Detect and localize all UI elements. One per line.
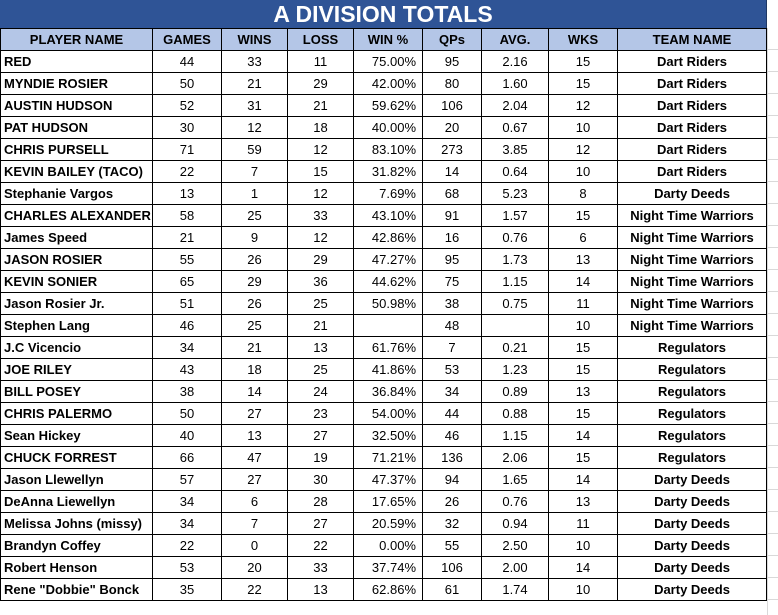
wins-cell[interactable]: 31 [222, 95, 288, 117]
avg-cell[interactable]: 2.06 [482, 447, 549, 469]
qps-cell[interactable]: 75 [423, 271, 482, 293]
team-name-cell[interactable]: Dart Riders [618, 139, 767, 161]
header-row [1, 29, 767, 51]
team-name-cell[interactable]: Darty Deeds [618, 579, 767, 601]
header-win-pct[interactable]: WIN % [354, 29, 423, 51]
loss-cell[interactable]: 29 [288, 73, 354, 95]
loss-cell[interactable]: 12 [288, 139, 354, 161]
avg-cell[interactable]: 2.50 [482, 535, 549, 557]
loss-cell[interactable]: 33 [288, 205, 354, 227]
player-name-cell[interactable]: CHRIS PURSELL [1, 139, 153, 161]
wins-cell[interactable]: 27 [222, 469, 288, 491]
games-cell[interactable]: 44 [153, 51, 222, 73]
wks-cell[interactable]: 12 [549, 95, 618, 117]
qps-cell[interactable]: 106 [423, 95, 482, 117]
table-row [1, 425, 767, 447]
team-name-cell[interactable]: Regulators [618, 381, 767, 403]
qps-cell[interactable]: 32 [423, 513, 482, 535]
wins-cell[interactable]: 59 [222, 139, 288, 161]
avg-cell[interactable] [482, 315, 549, 337]
qps-cell[interactable]: 55 [423, 535, 482, 557]
win-pct-cell[interactable]: 47.37% [354, 469, 423, 491]
header-team-name[interactable]: TEAM NAME [618, 29, 767, 51]
wins-cell[interactable]: 25 [222, 315, 288, 337]
player-name-cell[interactable]: Sean Hickey [1, 425, 153, 447]
player-name-cell[interactable]: CHARLES ALEXANDER [1, 205, 153, 227]
loss-cell[interactable]: 27 [288, 425, 354, 447]
wks-cell[interactable]: 15 [549, 403, 618, 425]
games-cell[interactable]: 58 [153, 205, 222, 227]
wks-cell[interactable]: 6 [549, 227, 618, 249]
wks-cell[interactable]: 14 [549, 425, 618, 447]
player-name-cell[interactable]: BILL POSEY [1, 381, 153, 403]
win-pct-cell[interactable]: 59.62% [354, 95, 423, 117]
qps-cell[interactable]: 34 [423, 381, 482, 403]
wks-cell[interactable]: 10 [549, 579, 618, 601]
loss-cell[interactable]: 18 [288, 117, 354, 139]
header-games[interactable]: GAMES [153, 29, 222, 51]
qps-cell[interactable]: 44 [423, 403, 482, 425]
table-row [1, 315, 767, 337]
wins-cell[interactable]: 0 [222, 535, 288, 557]
win-pct-cell[interactable]: 47.27% [354, 249, 423, 271]
wks-cell[interactable]: 15 [549, 205, 618, 227]
wks-cell[interactable]: 15 [549, 447, 618, 469]
table-row [1, 183, 767, 205]
table-row [1, 73, 767, 95]
team-name-cell[interactable]: Regulators [618, 447, 767, 469]
avg-cell[interactable]: 0.76 [482, 227, 549, 249]
wks-cell[interactable]: 13 [549, 491, 618, 513]
totals-table [0, 28, 767, 601]
table-row [1, 161, 767, 183]
win-pct-cell[interactable]: 43.10% [354, 205, 423, 227]
qps-cell[interactable]: 95 [423, 249, 482, 271]
qps-cell[interactable]: 136 [423, 447, 482, 469]
team-name-cell[interactable]: Night Time Warriors [618, 205, 767, 227]
wins-cell[interactable]: 18 [222, 359, 288, 381]
avg-cell[interactable]: 1.60 [482, 73, 549, 95]
table-row [1, 139, 767, 161]
loss-cell[interactable]: 12 [288, 227, 354, 249]
table-row [1, 513, 767, 535]
table-row [1, 491, 767, 513]
win-pct-cell[interactable]: 42.86% [354, 227, 423, 249]
win-pct-cell[interactable] [354, 315, 423, 337]
win-pct-cell[interactable]: 0.00% [354, 535, 423, 557]
player-name-cell[interactable]: J.C Vicencio [1, 337, 153, 359]
loss-cell[interactable]: 25 [288, 359, 354, 381]
games-cell[interactable]: 34 [153, 491, 222, 513]
wins-cell[interactable]: 26 [222, 293, 288, 315]
table-row [1, 447, 767, 469]
player-name-cell[interactable]: RED [1, 51, 153, 73]
wks-cell[interactable]: 10 [549, 161, 618, 183]
avg-cell[interactable]: 0.67 [482, 117, 549, 139]
table-body [1, 51, 767, 601]
wins-cell[interactable]: 6 [222, 491, 288, 513]
avg-cell[interactable]: 1.15 [482, 425, 549, 447]
avg-cell[interactable]: 0.94 [482, 513, 549, 535]
wks-cell[interactable]: 10 [549, 117, 618, 139]
loss-cell[interactable]: 22 [288, 535, 354, 557]
win-pct-cell[interactable]: 17.65% [354, 491, 423, 513]
player-name-cell[interactable]: KEVIN BAILEY (TACO) [1, 161, 153, 183]
loss-cell[interactable]: 28 [288, 491, 354, 513]
win-pct-cell[interactable]: 7.69% [354, 183, 423, 205]
games-cell[interactable]: 51 [153, 293, 222, 315]
avg-cell[interactable]: 0.88 [482, 403, 549, 425]
avg-cell[interactable]: 2.00 [482, 557, 549, 579]
wks-cell[interactable]: 14 [549, 271, 618, 293]
wins-cell[interactable]: 21 [222, 73, 288, 95]
wins-cell[interactable]: 25 [222, 205, 288, 227]
loss-cell[interactable]: 21 [288, 315, 354, 337]
player-name-cell[interactable]: James Speed [1, 227, 153, 249]
loss-cell[interactable]: 36 [288, 271, 354, 293]
wks-cell[interactable]: 15 [549, 73, 618, 95]
header-qps[interactable]: QPs [423, 29, 482, 51]
player-name-cell[interactable]: AUSTIN HUDSON [1, 95, 153, 117]
table-row [1, 271, 767, 293]
avg-cell[interactable]: 1.65 [482, 469, 549, 491]
team-name-cell[interactable]: Regulators [618, 403, 767, 425]
avg-cell[interactable]: 5.23 [482, 183, 549, 205]
qps-cell[interactable]: 48 [423, 315, 482, 337]
wins-cell[interactable]: 27 [222, 403, 288, 425]
table-row [1, 249, 767, 271]
win-pct-cell[interactable]: 40.00% [354, 117, 423, 139]
team-name-cell[interactable]: Dart Riders [618, 117, 767, 139]
team-name-cell[interactable]: Dart Riders [618, 51, 767, 73]
loss-cell[interactable]: 23 [288, 403, 354, 425]
table-row [1, 227, 767, 249]
qps-cell[interactable]: 38 [423, 293, 482, 315]
avg-cell[interactable]: 2.04 [482, 95, 549, 117]
games-cell[interactable]: 34 [153, 513, 222, 535]
win-pct-cell[interactable]: 32.50% [354, 425, 423, 447]
table-row [1, 337, 767, 359]
wins-cell[interactable]: 26 [222, 249, 288, 271]
table-row [1, 381, 767, 403]
player-name-cell[interactable]: CHUCK FORREST [1, 447, 153, 469]
wins-cell[interactable]: 7 [222, 513, 288, 535]
avg-cell[interactable]: 1.74 [482, 579, 549, 601]
table-row [1, 469, 767, 491]
wins-cell[interactable]: 13 [222, 425, 288, 447]
win-pct-cell[interactable]: 42.00% [354, 73, 423, 95]
win-pct-cell[interactable]: 36.84% [354, 381, 423, 403]
avg-cell[interactable]: 0.64 [482, 161, 549, 183]
team-name-cell[interactable]: Night Time Warriors [618, 249, 767, 271]
wins-cell[interactable]: 1 [222, 183, 288, 205]
loss-cell[interactable]: 27 [288, 513, 354, 535]
player-name-cell[interactable]: Melissa Johns (missy) [1, 513, 153, 535]
header-loss[interactable]: LOSS [288, 29, 354, 51]
games-cell[interactable]: 13 [153, 183, 222, 205]
team-name-cell[interactable]: Dart Riders [618, 161, 767, 183]
loss-cell[interactable]: 19 [288, 447, 354, 469]
qps-cell[interactable]: 14 [423, 161, 482, 183]
table-row [1, 51, 767, 73]
games-cell[interactable]: 57 [153, 469, 222, 491]
wks-cell[interactable]: 10 [549, 315, 618, 337]
header-avg[interactable]: AVG. [482, 29, 549, 51]
wks-cell[interactable]: 15 [549, 51, 618, 73]
win-pct-cell[interactable]: 50.98% [354, 293, 423, 315]
team-name-cell[interactable]: Darty Deeds [618, 469, 767, 491]
wks-cell[interactable]: 14 [549, 557, 618, 579]
win-pct-cell[interactable]: 37.74% [354, 557, 423, 579]
win-pct-cell[interactable]: 41.86% [354, 359, 423, 381]
team-name-cell[interactable]: Dart Riders [618, 95, 767, 117]
sheet-title[interactable]: A DIVISION TOTALS [0, 0, 767, 28]
player-name-cell[interactable]: JOE RILEY [1, 359, 153, 381]
team-name-cell[interactable]: Dart Riders [618, 73, 767, 95]
qps-cell[interactable]: 7 [423, 337, 482, 359]
player-name-cell[interactable]: Stephen Lang [1, 315, 153, 337]
games-cell[interactable]: 22 [153, 535, 222, 557]
player-name-cell[interactable]: PAT HUDSON [1, 117, 153, 139]
player-name-cell[interactable]: JASON ROSIER [1, 249, 153, 271]
table-row [1, 579, 767, 601]
wins-cell[interactable]: 12 [222, 117, 288, 139]
win-pct-cell[interactable]: 20.59% [354, 513, 423, 535]
win-pct-cell[interactable]: 83.10% [354, 139, 423, 161]
avg-cell[interactable]: 0.75 [482, 293, 549, 315]
wks-cell[interactable]: 13 [549, 249, 618, 271]
qps-cell[interactable]: 106 [423, 557, 482, 579]
player-name-cell[interactable]: Robert Henson [1, 557, 153, 579]
player-name-cell[interactable]: Jason Llewellyn [1, 469, 153, 491]
qps-cell[interactable]: 95 [423, 51, 482, 73]
games-cell[interactable]: 38 [153, 381, 222, 403]
win-pct-cell[interactable]: 71.21% [354, 447, 423, 469]
avg-cell[interactable]: 1.15 [482, 271, 549, 293]
games-cell[interactable]: 52 [153, 95, 222, 117]
games-cell[interactable]: 34 [153, 337, 222, 359]
team-name-cell[interactable]: Regulators [618, 425, 767, 447]
team-name-cell[interactable]: Darty Deeds [618, 183, 767, 205]
team-name-cell[interactable]: Night Time Warriors [618, 293, 767, 315]
wks-cell[interactable]: 11 [549, 293, 618, 315]
avg-cell[interactable]: 1.23 [482, 359, 549, 381]
win-pct-cell[interactable]: 75.00% [354, 51, 423, 73]
avg-cell[interactable]: 1.57 [482, 205, 549, 227]
wins-cell[interactable]: 21 [222, 337, 288, 359]
wins-cell[interactable]: 20 [222, 557, 288, 579]
wins-cell[interactable]: 47 [222, 447, 288, 469]
player-name-cell[interactable]: Brandyn Coffey [1, 535, 153, 557]
loss-cell[interactable]: 21 [288, 95, 354, 117]
qps-cell[interactable]: 273 [423, 139, 482, 161]
loss-cell[interactable]: 30 [288, 469, 354, 491]
table-row [1, 557, 767, 579]
win-pct-cell[interactable]: 61.76% [354, 337, 423, 359]
table-row [1, 403, 767, 425]
avg-cell[interactable]: 1.73 [482, 249, 549, 271]
header-wks[interactable]: WKS [549, 29, 618, 51]
qps-cell[interactable]: 20 [423, 117, 482, 139]
wks-cell[interactable]: 10 [549, 535, 618, 557]
loss-cell[interactable]: 12 [288, 183, 354, 205]
team-name-cell[interactable]: Regulators [618, 359, 767, 381]
games-cell[interactable]: 35 [153, 579, 222, 601]
header-wins[interactable]: WINS [222, 29, 288, 51]
wks-cell[interactable]: 14 [549, 469, 618, 491]
win-pct-cell[interactable]: 44.62% [354, 271, 423, 293]
team-name-cell[interactable]: Darty Deeds [618, 491, 767, 513]
wins-cell[interactable]: 22 [222, 579, 288, 601]
qps-cell[interactable]: 16 [423, 227, 482, 249]
qps-cell[interactable]: 53 [423, 359, 482, 381]
qps-cell[interactable]: 91 [423, 205, 482, 227]
adjacent-empty-cells[interactable] [767, 28, 778, 615]
wins-cell[interactable]: 29 [222, 271, 288, 293]
avg-cell[interactable]: 3.85 [482, 139, 549, 161]
table-row [1, 205, 767, 227]
team-name-cell[interactable]: Night Time Warriors [618, 227, 767, 249]
loss-cell[interactable]: 33 [288, 557, 354, 579]
games-cell[interactable]: 53 [153, 557, 222, 579]
win-pct-cell[interactable]: 54.00% [354, 403, 423, 425]
player-name-cell[interactable]: Jason Rosier Jr. [1, 293, 153, 315]
table-row [1, 293, 767, 315]
avg-cell[interactable]: 2.16 [482, 51, 549, 73]
games-cell[interactable]: 46 [153, 315, 222, 337]
table-row [1, 95, 767, 117]
loss-cell[interactable]: 24 [288, 381, 354, 403]
avg-cell[interactable]: 0.76 [482, 491, 549, 513]
team-name-cell[interactable]: Darty Deeds [618, 513, 767, 535]
qps-cell[interactable]: 68 [423, 183, 482, 205]
loss-cell[interactable]: 13 [288, 579, 354, 601]
wks-cell[interactable]: 11 [549, 513, 618, 535]
team-name-cell[interactable]: Darty Deeds [618, 535, 767, 557]
player-name-cell[interactable]: MYNDIE ROSIER [1, 73, 153, 95]
table-row [1, 535, 767, 557]
wks-cell[interactable]: 13 [549, 381, 618, 403]
loss-cell[interactable]: 13 [288, 337, 354, 359]
team-name-cell[interactable]: Regulators [618, 337, 767, 359]
avg-cell[interactable]: 0.89 [482, 381, 549, 403]
wins-cell[interactable]: 14 [222, 381, 288, 403]
loss-cell[interactable]: 29 [288, 249, 354, 271]
wks-cell[interactable]: 8 [549, 183, 618, 205]
games-cell[interactable]: 21 [153, 227, 222, 249]
games-cell[interactable]: 43 [153, 359, 222, 381]
wks-cell[interactable]: 15 [549, 337, 618, 359]
qps-cell[interactable]: 80 [423, 73, 482, 95]
player-name-cell[interactable]: KEVIN SONIER [1, 271, 153, 293]
loss-cell[interactable]: 11 [288, 51, 354, 73]
win-pct-cell[interactable]: 62.86% [354, 579, 423, 601]
games-cell[interactable]: 40 [153, 425, 222, 447]
wins-cell[interactable]: 33 [222, 51, 288, 73]
team-name-cell[interactable]: Night Time Warriors [618, 271, 767, 293]
win-pct-cell[interactable]: 31.82% [354, 161, 423, 183]
qps-cell[interactable]: 46 [423, 425, 482, 447]
qps-cell[interactable]: 94 [423, 469, 482, 491]
player-name-cell[interactable]: DeAnna Liewellyn [1, 491, 153, 513]
wks-cell[interactable]: 15 [549, 359, 618, 381]
loss-cell[interactable]: 15 [288, 161, 354, 183]
wins-cell[interactable]: 9 [222, 227, 288, 249]
team-name-cell[interactable]: Night Time Warriors [618, 315, 767, 337]
player-name-cell[interactable]: Rene "Dobbie" Bonck [1, 579, 153, 601]
games-cell[interactable]: 71 [153, 139, 222, 161]
player-name-cell[interactable]: CHRIS PALERMO [1, 403, 153, 425]
wks-cell[interactable]: 12 [549, 139, 618, 161]
header-player-name[interactable]: PLAYER NAME [1, 29, 153, 51]
player-name-cell[interactable]: Stephanie Vargos [1, 183, 153, 205]
qps-cell[interactable]: 26 [423, 491, 482, 513]
games-cell[interactable]: 65 [153, 271, 222, 293]
table-row [1, 359, 767, 381]
qps-cell[interactable]: 61 [423, 579, 482, 601]
games-cell[interactable]: 66 [153, 447, 222, 469]
games-cell[interactable]: 50 [153, 73, 222, 95]
team-name-cell[interactable]: Darty Deeds [618, 557, 767, 579]
wins-cell[interactable]: 7 [222, 161, 288, 183]
table-row [1, 117, 767, 139]
games-cell[interactable]: 22 [153, 161, 222, 183]
games-cell[interactable]: 30 [153, 117, 222, 139]
games-cell[interactable]: 55 [153, 249, 222, 271]
avg-cell[interactable]: 0.21 [482, 337, 549, 359]
games-cell[interactable]: 50 [153, 403, 222, 425]
loss-cell[interactable]: 25 [288, 293, 354, 315]
